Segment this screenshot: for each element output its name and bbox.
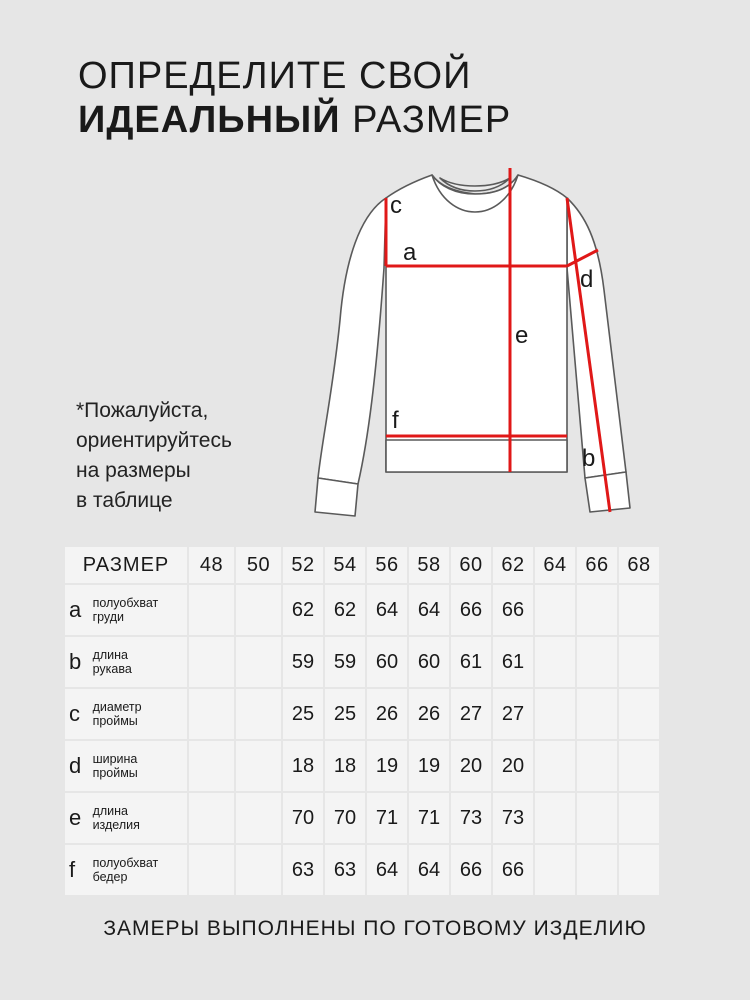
size-col-50: 50 (236, 547, 281, 583)
table-cell: 59 (283, 637, 323, 687)
table-cell (619, 793, 659, 843)
footer-note: ЗАМЕРЫ ВЫПОЛНЕНЫ ПО ГОТОВОМУ ИЗДЕЛИЮ (103, 917, 647, 940)
title-bold-word: ИДЕАЛЬНЫЙ (78, 99, 341, 141)
table-cell (535, 689, 575, 739)
label-f: f (392, 407, 399, 434)
size-col-52: 52 (283, 547, 323, 583)
table-cell: 66 (451, 585, 491, 635)
table-cell: 64 (409, 585, 449, 635)
table-cell: 71 (409, 793, 449, 843)
table-cell (577, 585, 617, 635)
table-cell (619, 845, 659, 895)
row-description: длина изделия (92, 804, 140, 832)
table-cell: 59 (325, 637, 365, 687)
table-cell: 70 (325, 793, 365, 843)
table-cell (236, 637, 281, 687)
row-header (65, 793, 187, 843)
note-line-1: *Пожалуйста, (76, 399, 209, 422)
size-col-48: 48 (189, 547, 234, 583)
table-cell (236, 741, 281, 791)
table-cell: 66 (493, 585, 533, 635)
row-header (65, 845, 187, 895)
table-cell (619, 741, 659, 791)
table-row (65, 793, 659, 843)
table-cell: 66 (451, 845, 491, 895)
table-cell (236, 689, 281, 739)
row-header (65, 741, 187, 791)
row-letter: e (69, 805, 82, 830)
note-line-4: в таблице (76, 489, 173, 512)
table-cell: 27 (451, 689, 491, 739)
table-cell: 18 (325, 741, 365, 791)
table-cell: 63 (325, 845, 365, 895)
table-cell (189, 689, 234, 739)
table-cell (189, 845, 234, 895)
table-cell (535, 845, 575, 895)
table-cell: 19 (367, 741, 407, 791)
table-cell: 27 (493, 689, 533, 739)
table-cell (236, 793, 281, 843)
row-letter: f (69, 857, 76, 882)
table-cell (577, 793, 617, 843)
left-sleeve (318, 198, 386, 484)
table-cell (619, 585, 659, 635)
title-line-1: ОПРЕДЕЛИТЕ СВОЙ (78, 55, 472, 97)
table-cell: 71 (367, 793, 407, 843)
label-b: b (582, 445, 596, 472)
table-cell: 70 (283, 793, 323, 843)
table-cell (535, 585, 575, 635)
table-cell: 62 (283, 585, 323, 635)
table-cell (535, 793, 575, 843)
row-letter: c (69, 701, 80, 726)
size-col-54: 54 (325, 547, 365, 583)
row-letter: d (69, 753, 82, 778)
size-col-64: 64 (535, 547, 575, 583)
table-cell (189, 793, 234, 843)
table-cell: 64 (367, 585, 407, 635)
size-col-58: 58 (409, 547, 449, 583)
row-letter: b (69, 649, 82, 674)
table-cell: 25 (283, 689, 323, 739)
row-description: длина рукава (92, 648, 132, 676)
table-row (65, 845, 659, 895)
table-cell (236, 585, 281, 635)
table-cell (619, 637, 659, 687)
size-col-66: 66 (577, 547, 617, 583)
table-cell (577, 637, 617, 687)
row-description: полуобхват груди (92, 596, 159, 624)
table-row (65, 741, 659, 791)
table-cell (236, 845, 281, 895)
sweatshirt-body (386, 175, 567, 472)
table-row (65, 637, 659, 687)
table-row (65, 689, 659, 739)
table-cell (535, 741, 575, 791)
row-header (65, 585, 187, 635)
row-description: диаметр проймы (92, 700, 142, 728)
table-cell (577, 845, 617, 895)
table-cell: 60 (367, 637, 407, 687)
table-cell: 66 (493, 845, 533, 895)
size-table (63, 545, 661, 897)
right-sleeve (567, 198, 626, 478)
row-description: ширина проймы (92, 752, 138, 780)
table-cell: 61 (493, 637, 533, 687)
table-cell: 63 (283, 845, 323, 895)
table-cell: 62 (325, 585, 365, 635)
table-cell: 64 (409, 845, 449, 895)
table-cell: 73 (493, 793, 533, 843)
table-cell (619, 689, 659, 739)
label-c: c (390, 192, 402, 219)
table-cell (577, 689, 617, 739)
table-cell: 19 (409, 741, 449, 791)
table-cell: 20 (493, 741, 533, 791)
size-note (76, 396, 232, 516)
size-col-56: 56 (367, 547, 407, 583)
row-header (65, 689, 187, 739)
size-col-68: 68 (619, 547, 659, 583)
row-header (65, 637, 187, 687)
note-line-3: на размеры (76, 459, 191, 482)
label-a: a (403, 239, 417, 266)
row-description: полуобхват бедер (92, 856, 159, 884)
table-cell (189, 637, 234, 687)
title-rest-word: РАЗМЕР (352, 99, 512, 141)
label-d: d (580, 266, 594, 293)
left-cuff (315, 478, 358, 516)
size-col-60: 60 (451, 547, 491, 583)
label-e: e (515, 322, 529, 349)
size-header-label: РАЗМЕР (65, 547, 187, 583)
row-letter: a (69, 597, 82, 622)
table-cell: 60 (409, 637, 449, 687)
table-cell: 26 (367, 689, 407, 739)
table-cell: 64 (367, 845, 407, 895)
table-cell: 25 (325, 689, 365, 739)
table-cell: 20 (451, 741, 491, 791)
table-cell (189, 585, 234, 635)
size-col-62: 62 (493, 547, 533, 583)
table-cell (535, 637, 575, 687)
note-line-2: ориентируйтесь (76, 429, 232, 452)
size-header-row (65, 547, 659, 583)
table-cell (577, 741, 617, 791)
table-row (65, 585, 659, 635)
waistband (386, 440, 567, 472)
table-cell: 26 (409, 689, 449, 739)
table-cell (189, 741, 234, 791)
table-cell: 18 (283, 741, 323, 791)
table-cell: 61 (451, 637, 491, 687)
table-cell: 73 (451, 793, 491, 843)
